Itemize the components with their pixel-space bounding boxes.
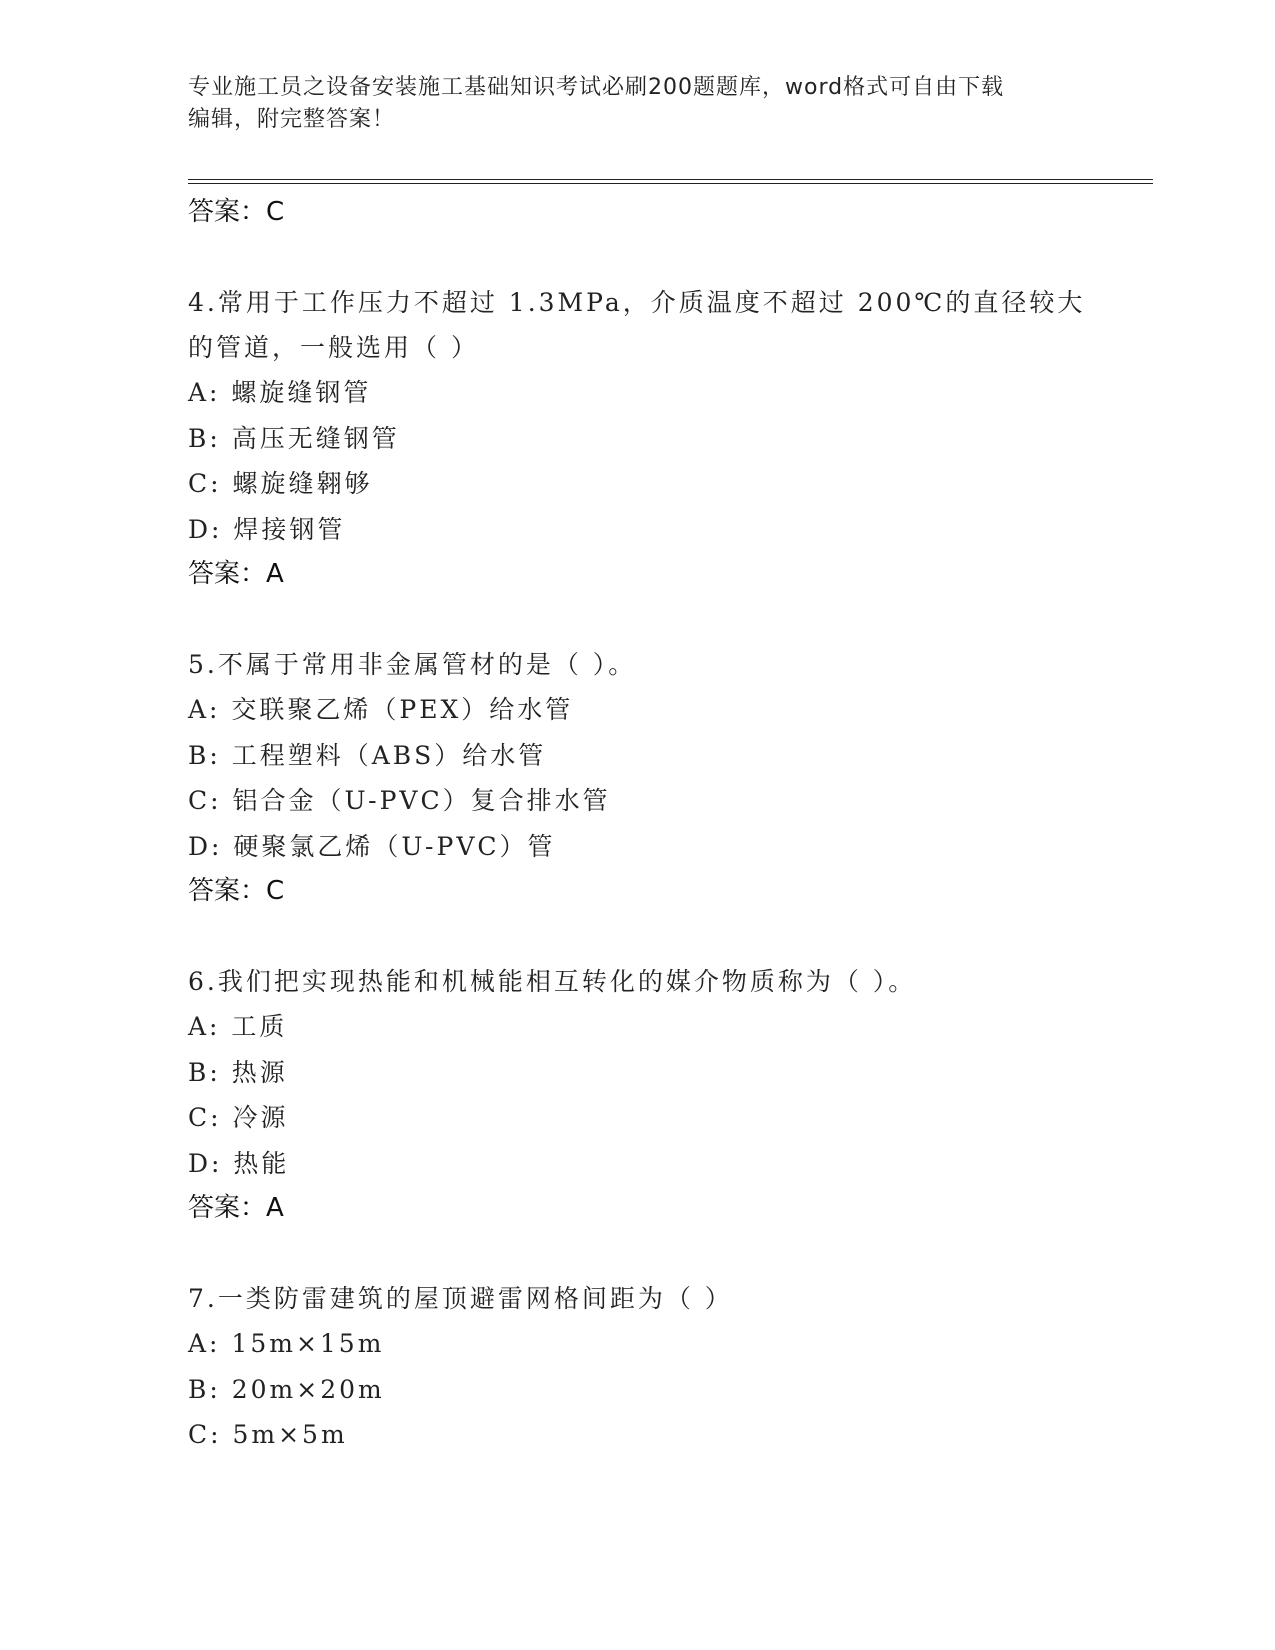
question-title xyxy=(188,642,1108,687)
option-a: A: 工质 xyxy=(188,1012,288,1041)
option-a: A: 15m×15m xyxy=(188,1329,385,1358)
option-c: C: 5m×5m xyxy=(188,1420,348,1449)
answer: 答案：A xyxy=(188,1193,284,1223)
option-a: A: 交联聚乙烯（PEX）给水管 xyxy=(188,695,574,724)
option-c: C: 冷源 xyxy=(188,1103,289,1132)
option-c: C: 铝合金（U-PVC）复合排水管 xyxy=(188,786,611,815)
document-body xyxy=(188,190,1108,1458)
question-title xyxy=(188,959,1108,1004)
question-title xyxy=(188,280,1108,370)
option-d: D: 焊接钢管 xyxy=(188,514,346,544)
option-a: A: 螺旋缝钢管 xyxy=(188,378,372,407)
question-7 xyxy=(188,1276,1108,1458)
option-d: D: 硬聚氯乙烯（U-PVC）管 xyxy=(188,831,556,861)
option-b: B: 工程塑料（ABS）给水管 xyxy=(188,740,547,770)
option-d: D: 热能 xyxy=(188,1148,290,1178)
question-title-line: 6.我们把实现热能和机械能相互转化的媒介物质称为（ ）。 xyxy=(188,967,917,996)
question-5 xyxy=(188,642,1108,913)
question-title-line: 5.不属于常用非金属管材的是（ ）。 xyxy=(188,650,637,679)
option-b: B: 20m×20m xyxy=(188,1374,385,1404)
question-4 xyxy=(188,280,1108,596)
question-title-line: 4.常用于工作压力不超过 1.3MPa，介质温度不超过 200℃的直径较大 xyxy=(188,288,1086,317)
question-title-line: 7.一类防雷建筑的屋顶避雷网格间距为（ ） xyxy=(188,1284,733,1313)
document-header xyxy=(188,72,1088,136)
header-line-2: 编辑，附完整答案！ xyxy=(188,107,396,132)
previous-answer: 答案：C xyxy=(188,197,285,227)
answer: 答案：C xyxy=(188,876,285,906)
option-b: B: 热源 xyxy=(188,1057,288,1087)
header-rule-bottom xyxy=(188,183,1153,184)
question-title xyxy=(188,1276,1108,1321)
option-c: C: 螺旋缝翱够 xyxy=(188,469,373,498)
question-6 xyxy=(188,959,1108,1230)
option-b: B: 高压无缝钢管 xyxy=(188,423,400,453)
header-rule-top xyxy=(188,179,1153,180)
question-title-line: 的管道，一般选用（ ） xyxy=(188,333,479,362)
answer: 答案：A xyxy=(188,559,284,589)
header-line-1: 专业施工员之设备安装施工基础知识考试必刷200题题库，word格式可自由下载 xyxy=(188,75,1005,100)
